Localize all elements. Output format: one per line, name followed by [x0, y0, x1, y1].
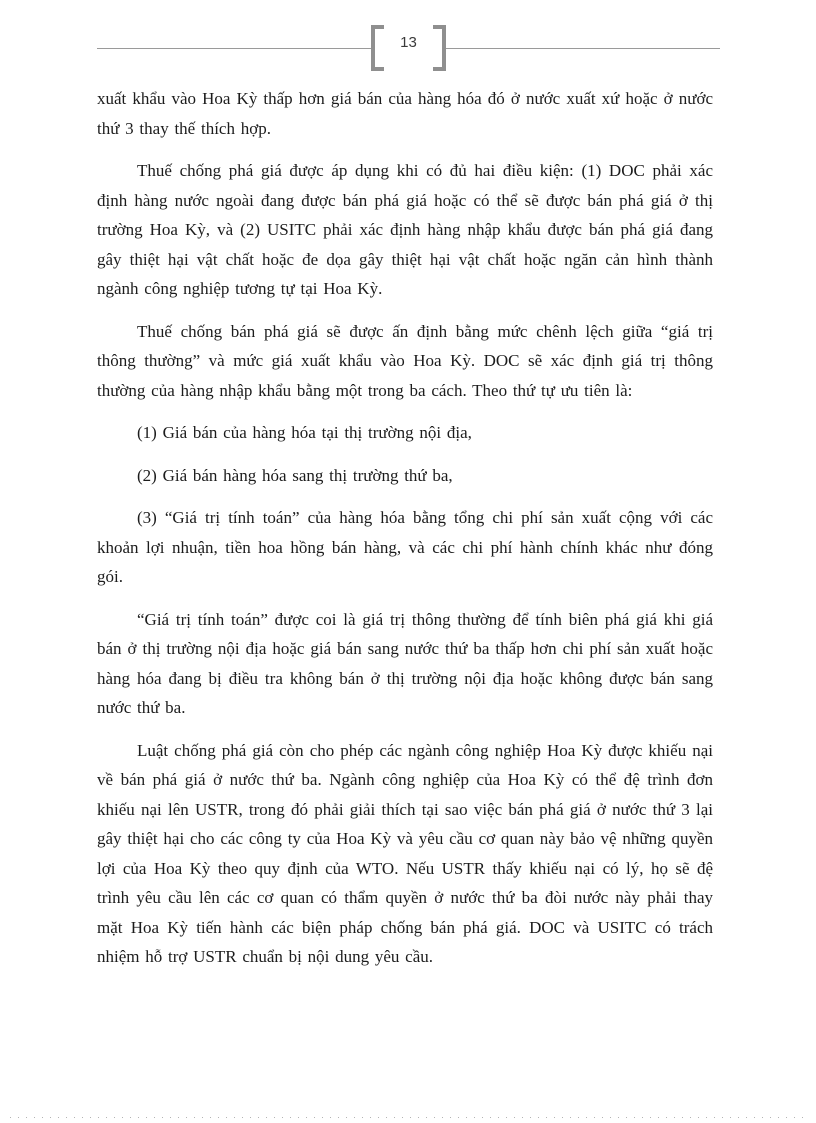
page-header	[97, 24, 720, 72]
list-item-3: (3) “Giá trị tính toán” của hàng hóa bằng tổng chi phí sản xuất cộng với các khoản lợi nhuận, tiền hoa hồng bán hàng, và các chi phí hành chính khác như đóng gói.	[97, 508, 713, 586]
page-number: 13	[400, 34, 417, 51]
paragraph-continuation: xuất khẩu vào Hoa Kỳ thấp hơn giá bán của hàng hóa đó ở nước xuất xứ hoặc ở nước thứ 3 thay thế thích hợp.	[97, 89, 713, 138]
header-rule-right	[446, 48, 720, 49]
paragraph: Thuế chống phá giá được áp dụng khi có đủ hai điều kiện: (1) DOC phải xác định hàng nước ngoài đang được bán phá giá hoặc có thể sẽ được bán phá giá ở thị trường Hoa Kỳ, và (2) USITC phải xác định hàng nhập khẩu được bán phá giá đang gây thiệt hại vật chất hoặc đe dọa gây thiệt hại vật chất hoặc ngăn cản hình thành ngành công nghiệp tương tự tại Hoa Kỳ.	[97, 161, 713, 298]
list-item-2: (2) Giá bán hàng hóa sang thị trường thứ ba,	[137, 465, 453, 485]
header-rule-left	[97, 48, 371, 49]
page-bottom-border	[10, 1117, 806, 1118]
page-body	[97, 84, 713, 985]
paragraph: Luật chống phá giá còn cho phép các ngành công nghiệp Hoa Kỳ được khiếu nại về bán phá giá ở nước thứ ba. Ngành công nghiệp của Hoa Kỳ có thể đệ trình đơn khiếu nại lên USTR, trong đó phải giải thích tại sao việc bán phá giá ở nước thứ 3 lại gây thiệt hại cho các công ty của Hoa Kỳ và yêu cầu cơ quan này bảo vệ những quyền lợi của Hoa Kỳ theo quy định của WTO. Nếu USTR thấy khiếu nại có lý, họ sẽ đệ trình yêu cầu lên các cơ quan có thẩm quyền ở nước thứ ba đòi nước này phải thay mặt Hoa Kỳ tiến hành các biện pháp chống bán phá giá. DOC và USITC có trách nhiệm hỗ trợ USTR chuẩn bị nội dung yêu cầu.	[97, 740, 713, 966]
list-item-1: (1) Giá bán của hàng hóa tại thị trường nội địa,	[137, 423, 472, 442]
paragraph: “Giá trị tính toán” được coi là giá trị thông thường để tính biên phá giá khi giá bán ở thị trường nội địa hoặc giá bán sang nước thứ ba thấp hơn chi phí sản xuất hoặc hàng hóa đang bị điều tra không bán ở thị trường nội địa hoặc không được bán sang nước thứ ba.	[97, 609, 713, 717]
paragraph: Thuế chống bán phá giá sẽ được ấn định bằng mức chênh lệch giữa “giá trị thông thường” và mức giá xuất khẩu vào Hoa Kỳ. DOC sẽ xác định giá trị thông thường của hàng nhập khẩu bằng một trong ba cách. Theo thứ tự ưu tiên là:	[97, 321, 713, 400]
left-bracket-icon	[371, 25, 384, 71]
right-bracket-icon	[433, 25, 446, 71]
